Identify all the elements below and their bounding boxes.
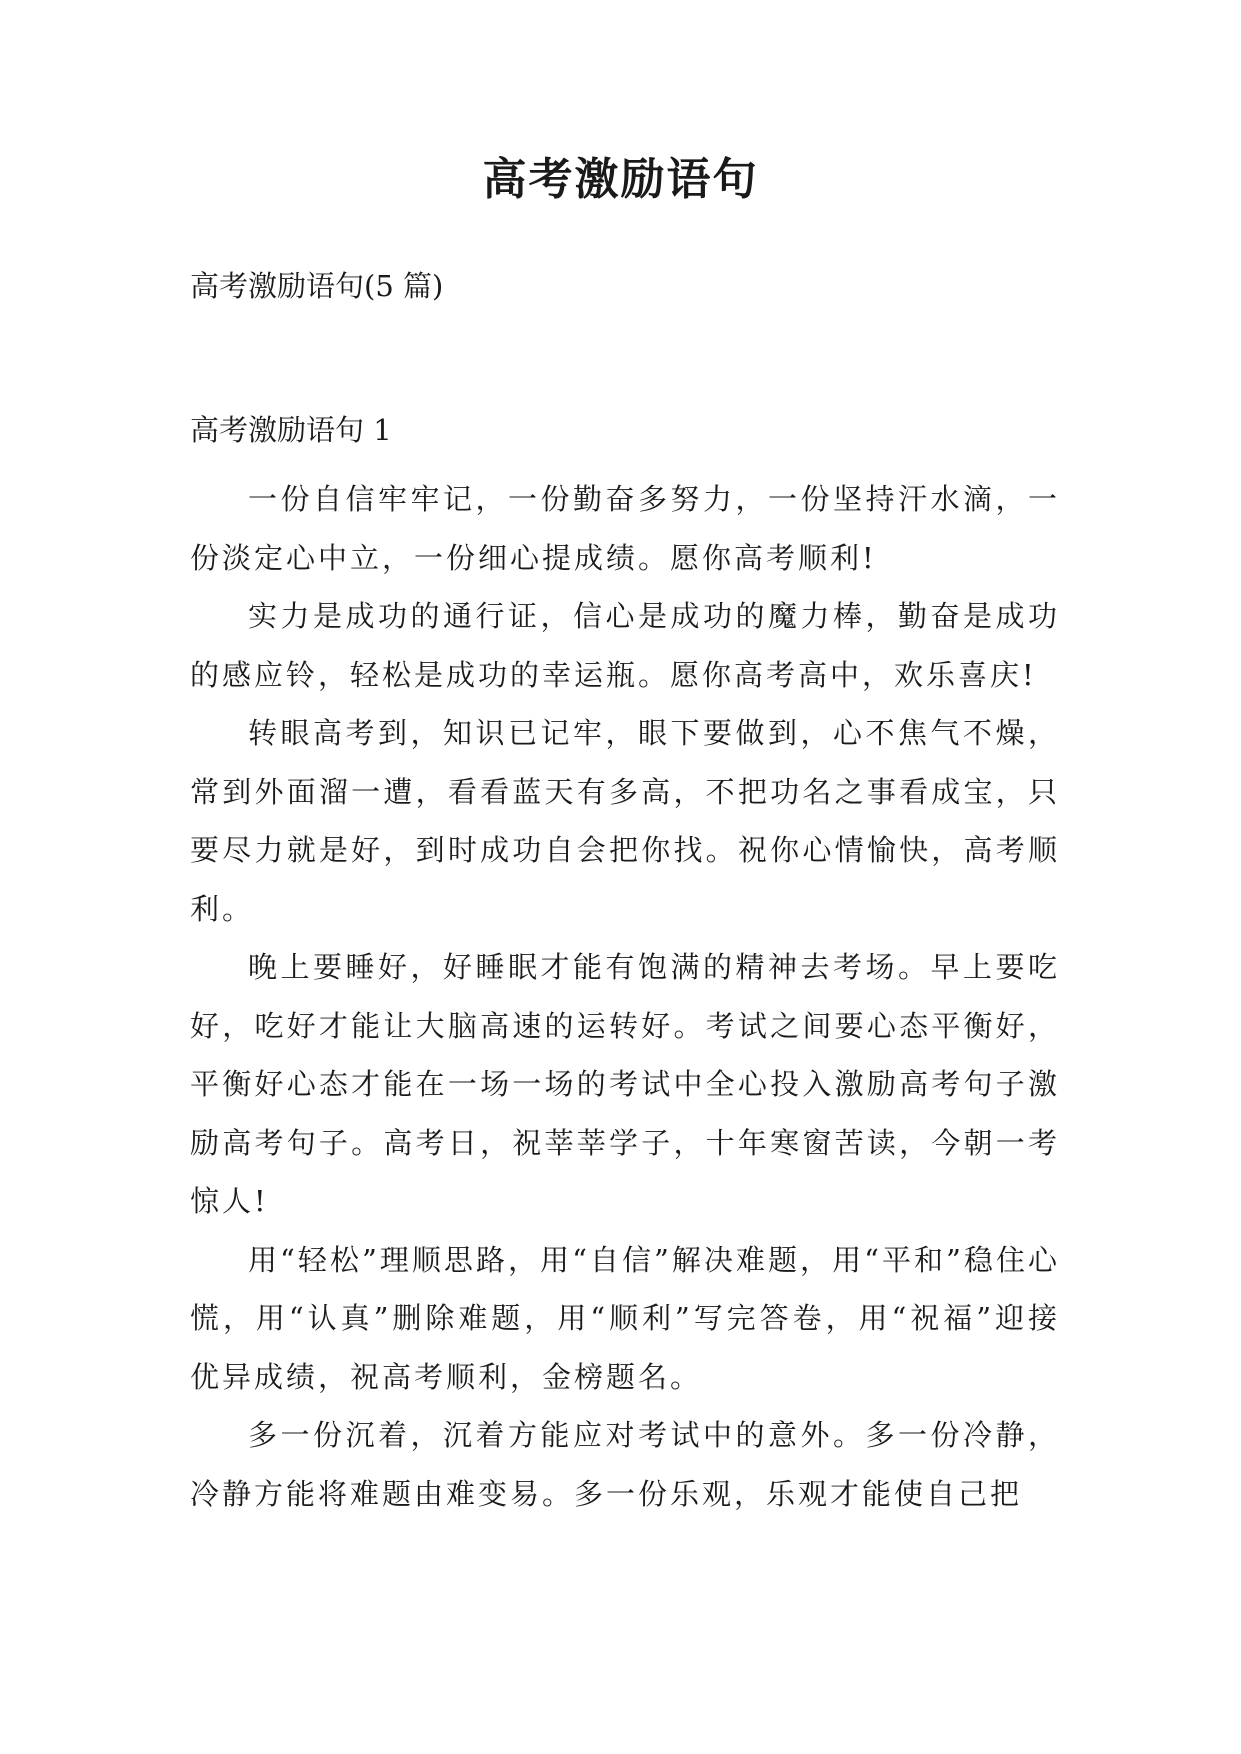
body-text	[190, 470, 1060, 1523]
paragraph: 转眼高考到，知识已记牢，眼下要做到，心不焦气不燥，常到外面溜一遭，看看蓝天有多高，不把功名之事看成宝，只要尽力就是好，到时成功自会把你找。祝你心情愉快，高考顺利。	[190, 716, 1060, 926]
section-heading: 高考激励语句 1	[190, 413, 392, 447]
paragraph: 实力是成功的通行证，信心是成功的魔力棒，勤奋是成功的感应铃，轻松是成功的幸运瓶。愿你高考高中，欢乐喜庆!	[190, 599, 1060, 692]
document-title: 高考激励语句	[482, 154, 759, 205]
paragraph: 一份自信牢牢记，一份勤奋多努力，一份坚持汗水滴，一份淡定心中立，一份细心提成绩。愿你高考顺利!	[190, 482, 1060, 575]
document-subtitle: 高考激励语句(5 篇)	[190, 269, 444, 303]
paragraph: 多一份沉着，沉着方能应对考试中的意外。多一份冷静，冷静方能将难题由难变易。多一份乐观，乐观才能使自己把	[190, 1418, 1060, 1511]
paragraph: 用“轻松”理顺思路，用“自信”解决难题，用“平和”稳住心慌，用“认真”删除难题，用“顺利”写完答卷，用“祝福”迎接优异成绩，祝高考顺利，金榜题名。	[190, 1242, 1060, 1394]
paragraph: 晚上要睡好，好睡眠才能有饱满的精神去考场。早上要吃好，吃好才能让大脑高速的运转好。考试之间要心态平衡好，平衡好心态才能在一场一场的考试中全心投入激励高考句子激励高考句子。高考日，祝莘莘学子，十年寒窗苦读，今朝一考惊人!	[190, 950, 1060, 1218]
